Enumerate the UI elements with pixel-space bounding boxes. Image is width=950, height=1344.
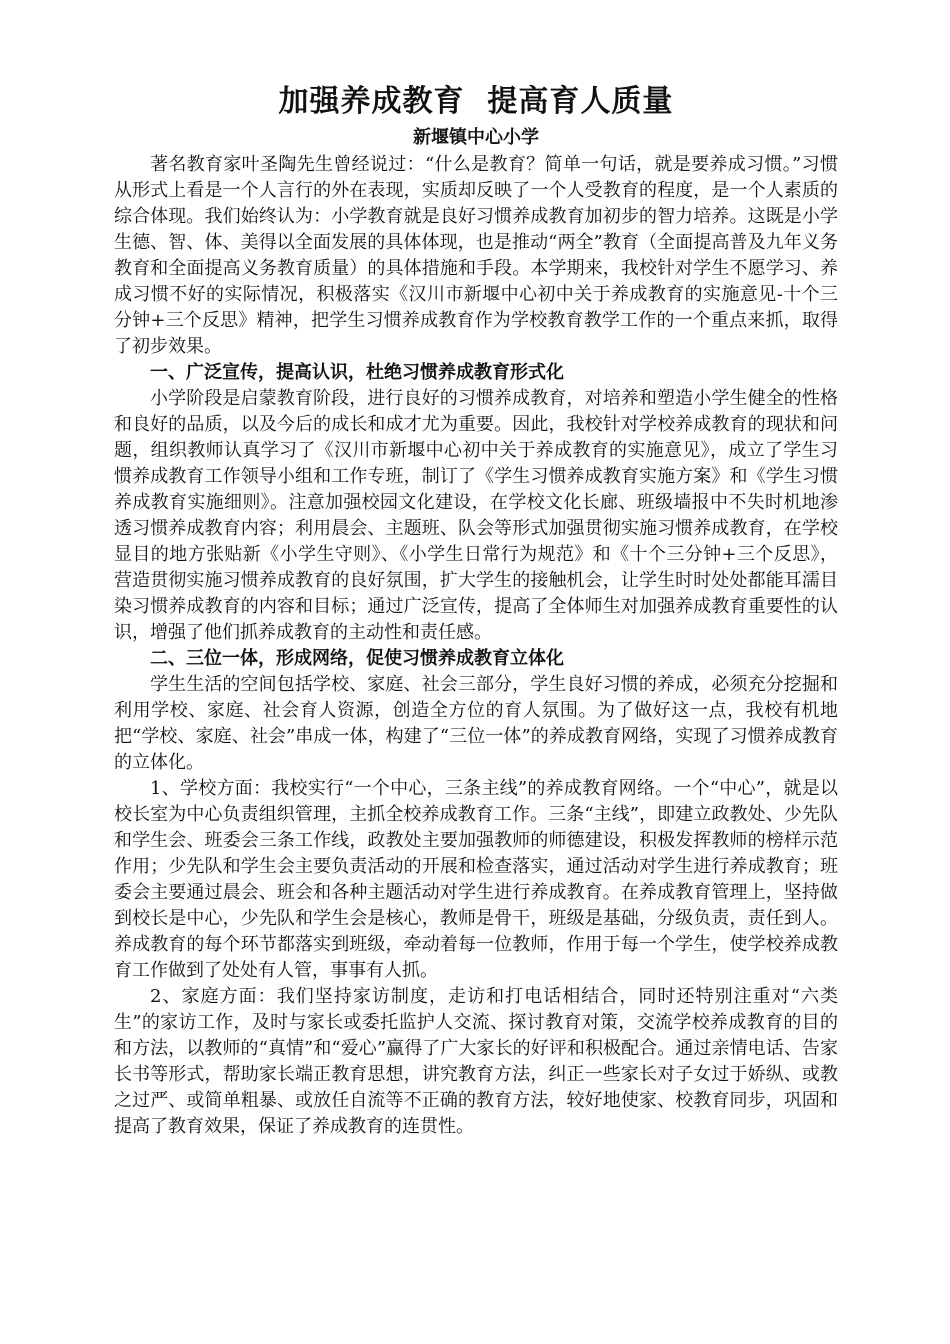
section-1-paragraph: 小学阶段是启蒙教育阶段，进行良好的习惯养成教育，对培养和塑造小学生健全的性格和良好的品质，以及今后的成长和成才尤为重要。因此，我校针对学校养成教育的现状和问题，组织教师认真学习了《汉川市新堰中心初中关于养成教育的实施意见》，成立了学生习惯养成教育工作领导小组和工作专班，制订了《学生习惯养成教育实施方案》和《学生习惯养成教育实施细则》。注意加强校园文化建设，在学校文化长廊、班级墙报中不失时机地渗透习惯养成教育内容；利用晨会、主题班、队会等形式加强贯彻实施习惯养成教育，在学校显目的地方张贴新《小学生守则》、《小学生日常行为规范》和《十个三分钟+三个反思》，营造贯彻实施习惯养成教育的良好氛围，扩大学生的接触机会，让学生时时处处都能耳濡目染习惯养成教育的内容和目标；通过广泛宣传，提高了全体师生对加强养成教育重要性的认识，增强了他们抓养成教育的主动性和责任感。 <box>114 388 838 643</box>
section-2-paragraph: 学生生活的空间包括学校、家庭、社会三部分，学生良好习惯的养成，必须充分挖掘和利用学校、家庭、社会育人资源，创造全方位的育人氛围。为了做好这一点，我校有机地把“学校、家庭、社会”串成一体，构建了“三位一体”的养成教育网络，实现了习惯养成教育的立体化。 <box>114 674 838 773</box>
school-name: 新堰镇中心小学 <box>413 127 539 148</box>
intro-paragraph: 著名教育家叶圣陶先生曾经说过：“什么是教育？简单一句话，就是要养成习惯。”习惯从形式上看是一个人言行的外在表现，实质却反映了一个人受教育的程度，是一个人素质的综合体现。我们始终认为：小学教育就是良好习惯养成教育加初步的智力培养。这既是小学生德、智、体、美得以全面发展的具体体现，也是推动“两全”教育（全面提高普及九年义务教育和全面提高义务教育质量）的具体措施和手段。本学期来，我校针对学生不愿学习、养成习惯不好的实际情况，积极落实《汉川市新堰中心初中关于养成教育的实施意见-十个三分钟+三个反思》精神，把学生习惯养成教育作为学校教育教学工作的一个重点来抓，取得了初步效果。 <box>114 154 838 357</box>
item-2-family-paragraph: 2、家庭方面：我们坚持家访制度，走访和打电话相结合，同时还特别注重对“六类生”的家访工作，及时与家长或委托监护人交流、探讨教育对策，交流学校养成教育的目的和方法，以教师的“真情”和“爱心”赢得了广大家长的好评和积极配合。通过亲情电话、告家长书等形式，帮助家长端正教育思想，讲究教育方法，纠正一些家长对子女过于娇纵、或教之过严、或简单粗暴、或放任自流等不正确的教育方法，较好地使家、校教育同步，巩固和提高了教育效果，保证了养成教育的连贯性。 <box>114 986 838 1137</box>
section-2-heading: 二、三位一体，形成网络，促使习惯养成教育立体化 <box>150 648 564 669</box>
document-title: 加强养成教育 提高育人质量 <box>278 84 674 119</box>
item-1-school-paragraph: 1、学校方面：我校实行“一个中心，三条主线”的养成教育网络。一个“中心”，就是以校长室为中心负责组织管理，主抓全校养成教育工作。三条“主线”，即建立政教处、少先队和学生会、班委会三条工作线，政教处主要加强教师的师德建设，积极发挥教师的榜样示范作用；少先队和学生会主要负责活动的开展和检查落实，通过活动对学生进行养成教育；班委会主要通过晨会、班会和各种主题活动对学生进行养成教育。在养成教育管理上，坚持做到校长是中心，少先队和学生会是核心，教师是骨干，班级是基础，分级负责，责任到人。养成教育的每个环节都落实到班级，牵动着每一位教师，作用于每一个学生，使学校养成教育工作做到了处处有人管，事事有人抓。 <box>114 778 838 981</box>
document-body <box>114 80 838 1140</box>
section-1-heading: 一、广泛宣传，提高认识，杜绝习惯养成教育形式化 <box>150 362 564 383</box>
